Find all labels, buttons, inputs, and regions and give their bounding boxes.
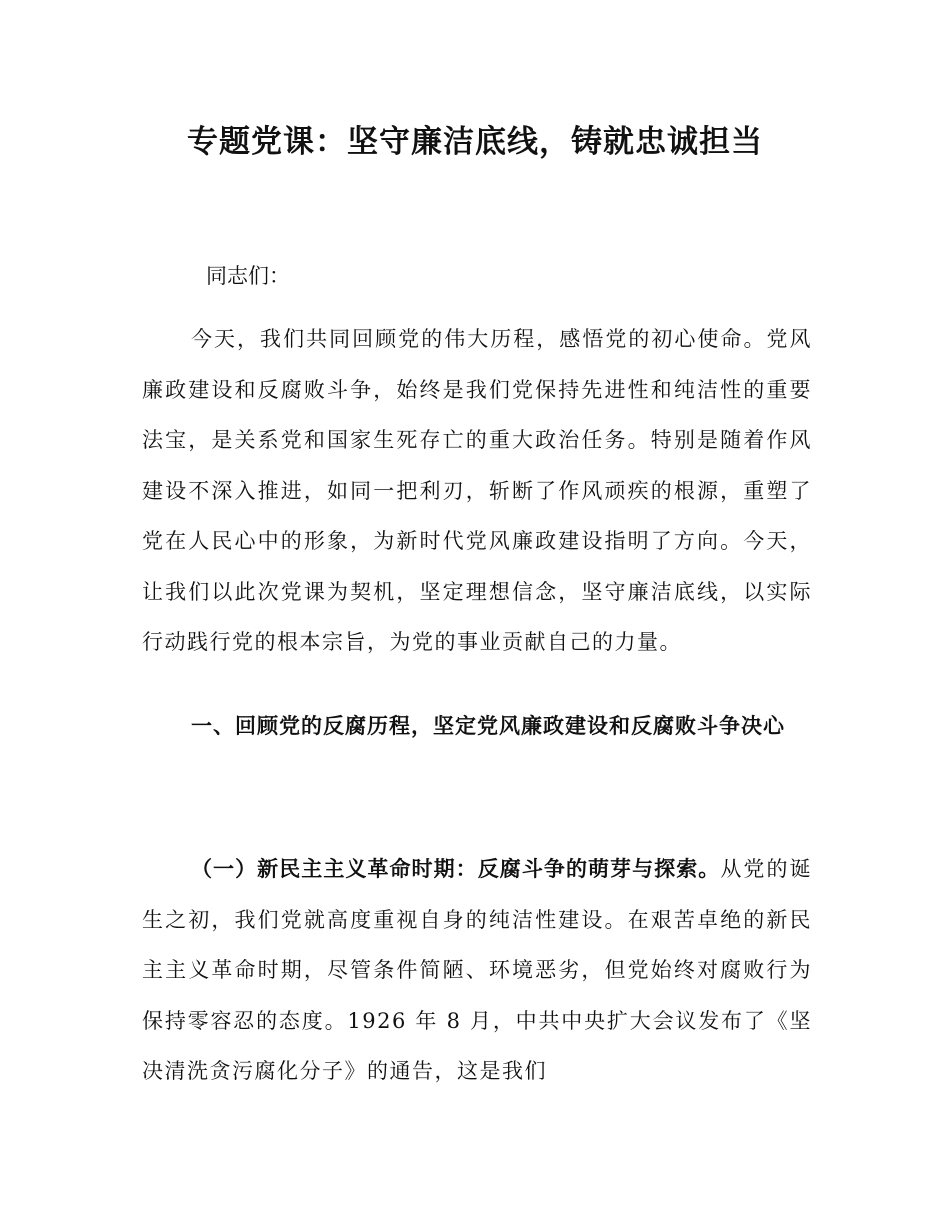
intro-paragraph: 今天，我们共同回顾党的伟大历程，感悟党的初心使命。党风廉政建设和反腐败斗争，始终是我们党保持先进性和纯洁性的重要法宝，是关系党和国家生死存亡的重大政治任务。特别是随着作风建设不深入推进，如同一把利刃，斩断了作风顽疾的根源，重塑了党在人民心中的形象，为新时代党风廉政建设指明了方向。今天，让我们以此次党课为契机，坚定理想信念，坚守廉洁底线，以实际行动践行党的根本宗旨，为党的事业贡献自己的力量。 — [142, 327, 812, 654]
subsection-body: 从党的诞生之初，我们党就高度重视自身的纯洁性建设。在艰苦卓绝的新民主主义革命时期，尽管条件简陋、环境恶劣，但党始终对腐败行为保持零容忍的态度。1926 年 8 月，中共中央扩大会议发布了《坚决清洗贪污腐化分子》的通告，这是我们 — [142, 857, 813, 1083]
subsection-lead: （一）新民主主义革命时期：反腐斗争的萌芽与探索。 — [191, 857, 721, 881]
subsection-paragraph — [142, 844, 812, 1097]
section-heading: 一、回顾党的反腐历程，坚定党风廉政建设和反腐败斗争决心 — [191, 714, 785, 738]
greeting: 同志们： — [206, 264, 290, 288]
page-title: 专题党课：坚守廉洁底线，铸就忠诚担当 — [187, 124, 763, 160]
